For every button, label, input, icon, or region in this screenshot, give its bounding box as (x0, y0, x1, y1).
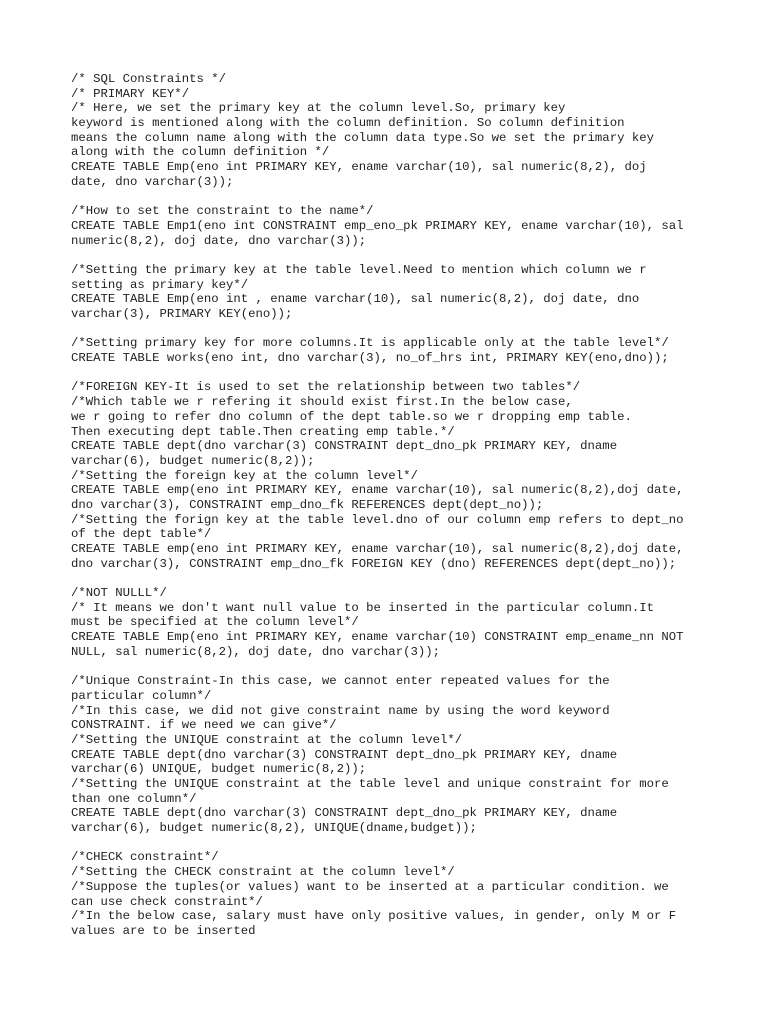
text-line: CREATE TABLE Emp(eno int PRIMARY KEY, ename varchar(10) CONSTRAINT emp_ename_nn NOT (71, 630, 684, 645)
text-line: /*Setting the UNIQUE constraint at the table level and unique constraint for more (71, 777, 669, 791)
text-line: /* PRIMARY KEY*/ (71, 86, 190, 101)
text-line: /* It means we don't want null value to be inserted in the particular column.It (71, 600, 654, 615)
text-line: must be specified at the column level*/ (71, 615, 359, 630)
text-line: /*CHECK constraint*/ (71, 850, 219, 865)
text-line: CREATE TABLE works(eno int, dno varchar(3), no_of_hrs int, PRIMARY KEY(eno,dno)); (71, 351, 669, 366)
text-line: Then executing dept table.Then creating emp table.*/ (71, 424, 455, 439)
text-line: /* SQL Constraints */ (71, 72, 226, 86)
text-line: varchar(6) UNIQUE, budget numeric(8,2)); (71, 762, 367, 777)
text-line: CREATE TABLE Emp(eno int , ename varchar(10), sal numeric(8,2), doj date, dno (71, 292, 640, 307)
text-line: /*In the below case, salary must have only positive values, in gender, only M or F (71, 909, 677, 924)
text-line: CONSTRAINT. if we need we can give*/ (71, 718, 337, 733)
text-line: /*Setting the foreign key at the column level*/ (71, 468, 418, 483)
blank-line (71, 660, 761, 675)
text-line: CREATE TABLE Emp(eno int PRIMARY KEY, ename varchar(10), sal numeric(8,2), doj (71, 160, 647, 175)
text-line: dno varchar(3), CONSTRAINT emp_dno_fk REFERENCES dept(dept_no)); (71, 497, 544, 512)
text-line: CREATE TABLE dept(dno varchar(3) CONSTRAINT dept_dno_pk PRIMARY KEY, dname (71, 747, 618, 762)
text-line: /*Setting primary key for more columns.It is applicable only at the table level*/ (71, 336, 669, 351)
text-line: /*FOREIGN KEY-It is used to set the relationship between two tables*/ (71, 380, 581, 395)
text-line: /*Setting the primary key at the table level.Need to mention which column we r (71, 262, 647, 277)
text-line: of the dept table*/ (71, 527, 212, 542)
text-line: particular column*/ (71, 688, 212, 703)
blank-line (71, 836, 761, 851)
text-line: /*In this case, we did not give constraint name by using the word keyword (71, 703, 610, 718)
text-line: along with the column definition */ (71, 145, 330, 160)
document-body (71, 72, 761, 939)
blank-line (71, 366, 761, 381)
blank-line (71, 571, 761, 586)
text-line: varchar(6), budget numeric(8,2)); (71, 453, 315, 468)
blank-line (71, 190, 761, 205)
text-line: /*How to set the constraint to the name*/ (71, 204, 374, 219)
text-line: /*Setting the forign key at the table level.dno of our column emp refers to dept_no (71, 512, 684, 527)
text-line: /*Setting the CHECK constraint at the column level*/ (71, 865, 455, 880)
text-line: CREATE TABLE emp(eno int PRIMARY KEY, ename varchar(10), sal numeric(8,2),doj date, (71, 483, 684, 498)
text-line: CREATE TABLE dept(dno varchar(3) CONSTRAINT dept_dno_pk PRIMARY KEY, dname (71, 806, 618, 821)
text-line: numeric(8,2), doj date, dno varchar(3)); (71, 233, 367, 248)
text-line: means the column name along with the column data type.So we set the primary key (71, 130, 654, 145)
text-line: dno varchar(3), CONSTRAINT emp_dno_fk FOREIGN KEY (dno) REFERENCES dept(dept_no)); (71, 556, 677, 571)
text-line: date, dno varchar(3)); (71, 174, 234, 189)
text-line: /*Unique Constraint-In this case, we cannot enter repeated values for the (71, 674, 610, 689)
text-line: we r going to refer dno column of the dept table.so we r dropping emp table. (71, 409, 632, 424)
text-line: varchar(6), budget numeric(8,2), UNIQUE(dname,budget)); (71, 821, 477, 836)
text-line: values are to be inserted (71, 923, 256, 938)
text-line: CREATE TABLE Emp1(eno int CONSTRAINT emp_eno_pk PRIMARY KEY, ename varchar(10), sal (71, 218, 684, 233)
text-line: /*Suppose the tuples(or values) want to be inserted at a particular condition. we (71, 879, 669, 894)
text-line: /*NOT NULLL*/ (71, 586, 167, 601)
blank-line (71, 248, 761, 263)
blank-line (71, 322, 761, 337)
text-line: varchar(3), PRIMARY KEY(eno)); (71, 307, 293, 321)
text-line: NULL, sal numeric(8,2), doj date, dno varchar(3)); (71, 644, 440, 659)
text-line: CREATE TABLE dept(dno varchar(3) CONSTRAINT dept_dno_pk PRIMARY KEY, dname (71, 439, 618, 454)
text-line: /* Here, we set the primary key at the column level.So, primary key (71, 101, 566, 116)
text-line: /*Which table we r refering it should exist first.In the below case, (71, 395, 573, 410)
text-line: can use check constraint*/ (71, 894, 263, 909)
text-line: setting as primary key*/ (71, 277, 249, 292)
text-line: than one column*/ (71, 791, 197, 806)
text-line: CREATE TABLE emp(eno int PRIMARY KEY, ename varchar(10), sal numeric(8,2),doj date, (71, 542, 684, 556)
text-line: /*Setting the UNIQUE constraint at the column level*/ (71, 732, 463, 747)
text-line: keyword is mentioned along with the column definition. So column definition (71, 116, 625, 131)
